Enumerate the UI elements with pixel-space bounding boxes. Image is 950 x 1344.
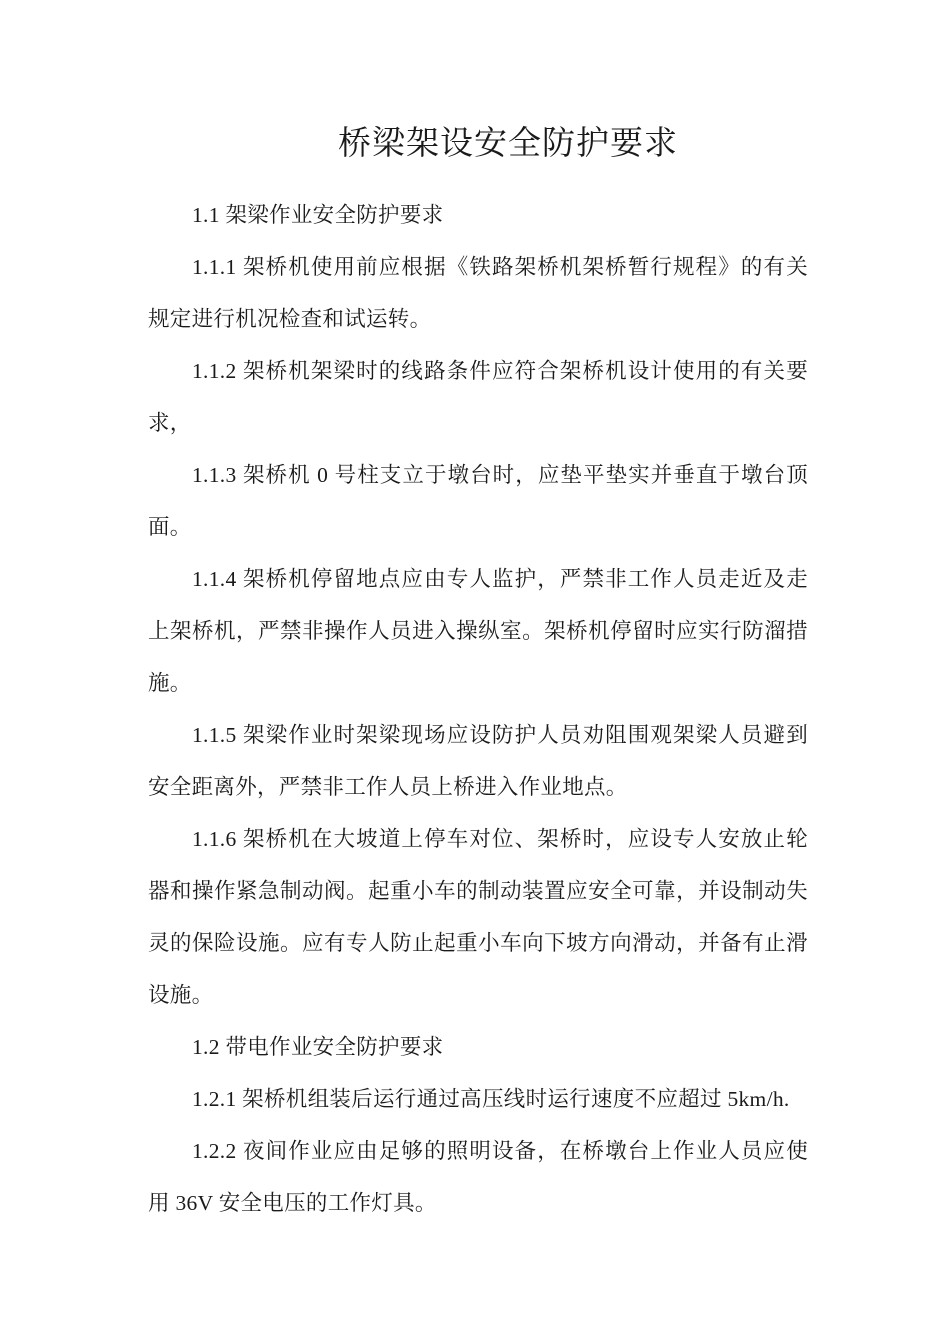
document-title: 桥梁架设安全防护要求 [338,126,678,162]
section-heading-1-1: 1.1 架梁作业安全防护要求 [192,203,444,227]
paragraph-1-1-1: 1.1.1 架桥机使用前应根据《铁路架桥机架桥暂行规程》的有关规定进行机况检查和试运转。 [148,255,808,331]
paragraph-1-1-2: 1.1.2 架桥机架梁时的线路条件应符合架桥机设计使用的有关要求， [148,359,808,435]
paragraph-1-2-2: 1.2.2 夜间作业应由足够的照明设备，在桥墩台上作业人员应使用 36V 安全电压的工作灯具。 [148,1139,808,1215]
document-body [148,189,808,1229]
paragraph-1-1-4: 1.1.4 架桥机停留地点应由专人监护，严禁非工作人员走近及走上架桥机，严禁非操作人员进入操纵室。架桥机停留时应实行防溜措施。 [148,567,808,695]
paragraph-1-2-1: 1.2.1 架桥机组装后运行通过高压线时运行速度不应超过 5km/h. [192,1087,790,1111]
section-heading-1-2: 1.2 带电作业安全防护要求 [192,1035,444,1059]
paragraph-1-1-6: 1.1.6 架桥机在大坡道上停车对位、架桥时，应设专人安放止轮器和操作紧急制动阀。起重小车的制动装置应安全可靠，并设制动失灵的保险设施。应有专人防止起重小车向下坡方向滑动，并备有止滑设施。 [148,827,808,1007]
paragraph-1-1-3: 1.1.3 架桥机 0 号柱支立于墩台时，应垫平垫实并垂直于墩台顶面。 [148,463,808,539]
paragraph-1-1-5: 1.1.5 架梁作业时架梁现场应设防护人员劝阻围观架梁人员避到安全距离外，严禁非工作人员上桥进入作业地点。 [148,723,808,799]
